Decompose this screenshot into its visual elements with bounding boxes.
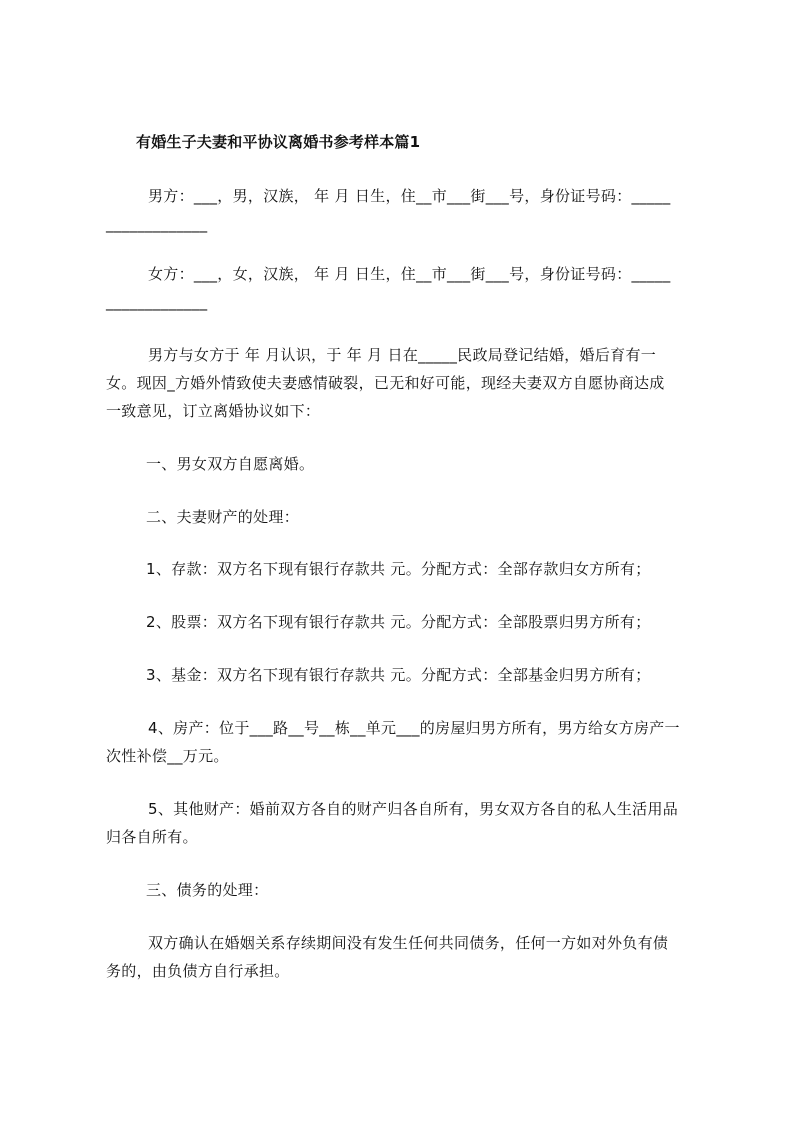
intro-paragraph — [106, 341, 702, 425]
clause-1: 一、男女双方自愿离婚。 — [146, 455, 315, 473]
property-item-5-line-1: 5、其他财产：婚前双方各自的财产归各自所有，男女双方各自的私人生活用品 — [148, 800, 679, 818]
male-party-line-1: 男方：___，男，汉族， 年 月 日生，住__市___街___号，身份证号码：_____ — [148, 187, 671, 205]
intro-line-3: 一致意见，订立离婚协议如下： — [106, 402, 321, 420]
female-party-paragraph — [106, 260, 702, 316]
intro-line-1: 男方与女方于 年 月认识，于 年 月 日在_____民政局登记结婚，婚后育有一 — [148, 346, 657, 364]
property-item-3: 3、基金：双方名下现有银行存款共 元。分配方式：全部基金归男方所有； — [146, 666, 651, 684]
property-item-1: 1、存款：双方名下现有银行存款共 元。分配方式：全部存款归女方所有； — [146, 560, 651, 578]
intro-line-2: 女。现因_方婚外情致使夫妻感情破裂，已无和好可能，现经夫妻双方自愿协商达成 — [106, 374, 665, 392]
female-party-line-2: _____________ — [106, 293, 208, 311]
property-item-4-line-1: 4、房产：位于___路__号__栋__单元___的房屋归男方所有，男方给女方房产一 — [148, 719, 680, 737]
property-item-4 — [106, 714, 702, 770]
property-item-4-line-2: 次性补偿__万元。 — [106, 747, 229, 765]
male-party-paragraph — [106, 182, 702, 238]
clause-3-heading: 三、债务的处理： — [146, 881, 269, 899]
property-item-5 — [106, 795, 702, 851]
debt-line-1: 双方确认在婚姻关系存续期间没有发生任何共同债务，任何一方如对外负有债 — [148, 934, 669, 952]
male-party-line-2: _____________ — [106, 215, 208, 233]
female-party-line-1: 女方：___，女，汉族， 年 月 日生，住__市___街___号，身份证号码：_____ — [148, 265, 671, 283]
debt-line-2: 务的，由负债方自行承担。 — [106, 962, 290, 980]
debt-paragraph — [106, 929, 702, 985]
property-item-2: 2、股票：双方名下现有银行存款共 元。分配方式：全部股票归男方所有； — [146, 613, 651, 631]
property-item-5-line-2: 归各自所有。 — [106, 828, 198, 846]
clause-2-heading: 二、夫妻财产的处理： — [146, 508, 300, 526]
document-title: 有婚生子夫妻和平协议离婚书参考样本篇1 — [136, 133, 421, 151]
